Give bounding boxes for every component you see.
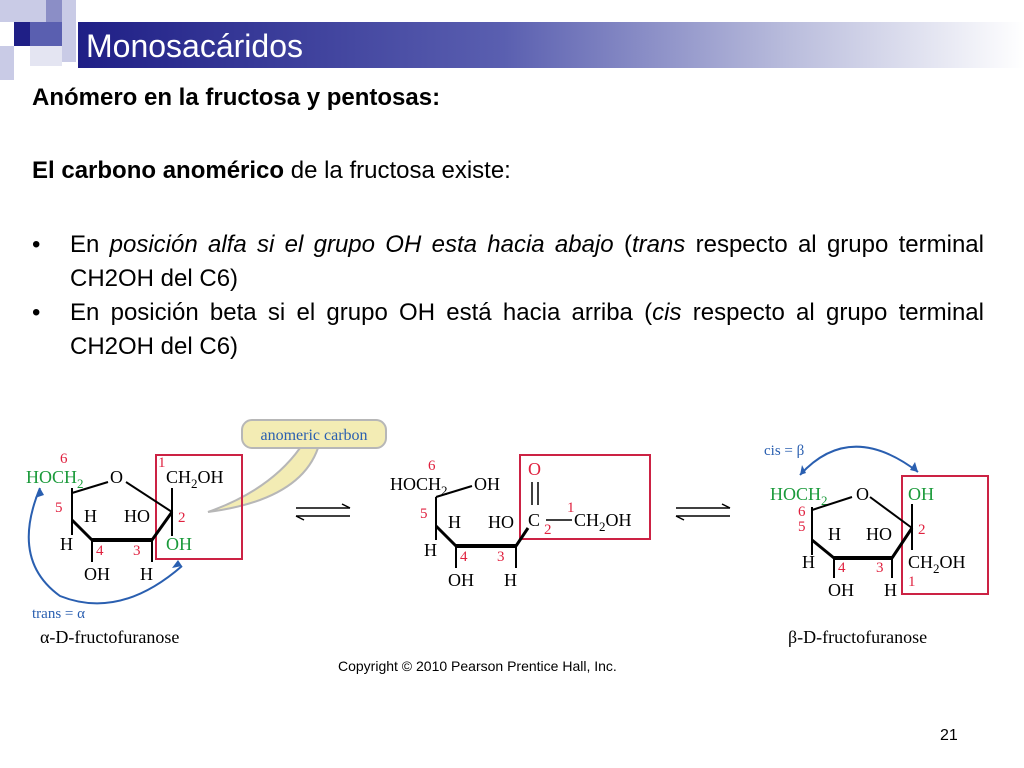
carbon-number: 4 (96, 543, 104, 559)
page-number: 21 (940, 727, 958, 744)
h-label: H (84, 506, 97, 526)
oh-label: OH (84, 564, 110, 584)
carbon-number: 1 (158, 455, 166, 471)
carbon-number: 1 (567, 500, 575, 516)
trans-label: trans = α (32, 606, 85, 622)
carbon-number: 5 (55, 500, 63, 516)
anomeric-carbon-callout (208, 420, 386, 512)
ring-oxygen: O (856, 484, 869, 504)
oh-label: OH (828, 580, 854, 600)
h-label: H (448, 512, 461, 532)
copyright-notice: Copyright © 2010 Pearson Prentice Hall, Inc. (338, 658, 617, 674)
bullet-text: respecto al grupo terminal CH2OH del C6) (70, 231, 984, 292)
carbon-number: 2 (918, 522, 926, 538)
slide-title: Monosacáridos (86, 28, 303, 64)
carbonyl-oxygen: O (528, 459, 541, 479)
intro-line-bold: El carbono anomérico (32, 157, 285, 184)
carbon-number: 3 (133, 543, 141, 559)
bullet-text: En posición beta si el grupo OH está hacia arriba ( (70, 299, 653, 326)
carbon-number: 6 (428, 458, 436, 474)
carbon-number: 3 (497, 549, 505, 565)
oh-label: OH (908, 484, 934, 504)
oh-label: OH (166, 534, 192, 554)
bullet-text-italic: posición alfa si el grupo OH esta hacia abajo (109, 231, 614, 258)
h-label: H (504, 570, 517, 590)
ho-label: HO (124, 506, 150, 526)
carbon-number: 6 (60, 451, 68, 467)
h-label: H (60, 534, 73, 554)
h-label: H (424, 540, 437, 560)
carbon-number: 4 (838, 560, 846, 576)
bullet-text: En (70, 231, 110, 258)
open-chain-fructose (390, 455, 650, 590)
h-label: H (802, 552, 815, 572)
carbon-number: 4 (460, 549, 468, 565)
bullet-text: ( (613, 231, 632, 258)
bullet-text: respecto al grupo terminal CH2OH del C6) (70, 299, 984, 360)
bullet-dot: • (32, 231, 41, 258)
intro-line-rest: de la fructosa existe: (284, 157, 511, 184)
carbon-label: C (528, 510, 541, 530)
carbon-number: 5 (420, 506, 428, 522)
carbon-number: 6 (798, 504, 806, 520)
carbon-number: 2 (178, 510, 186, 526)
hoch2-label: $HOCH_2$ (26, 467, 84, 491)
ho-label: HO (488, 512, 514, 532)
callout-label: anomeric carbon (260, 427, 368, 444)
ch2oh-label: $CH_2OH$ (166, 467, 224, 491)
oh-label: OH (474, 474, 500, 494)
cis-label: cis = β (764, 443, 805, 459)
alpha-name: α-D-fructofuranose (40, 627, 180, 647)
oh-label: OH (448, 570, 474, 590)
bullet-dot: • (32, 299, 41, 326)
ho-label: HO (866, 524, 892, 544)
ch2oh-label: $CH_2OH$ (908, 552, 966, 576)
carbon-number: 1 (908, 574, 916, 590)
hoch2-label: $HOCH_2$ (390, 474, 448, 498)
ring-oxygen: O (110, 467, 123, 487)
h-label: H (884, 580, 897, 600)
h-label: H (140, 564, 153, 584)
alpha-fructofuranose (26, 451, 242, 647)
h-label: H (828, 524, 841, 544)
beta-name: β-D-fructofuranose (788, 627, 928, 647)
carbon-number: 2 (544, 522, 552, 538)
bullet-text-italic: cis (652, 299, 682, 326)
slide-subtitle: Anómero en la fructosa y pentosas: (32, 84, 441, 111)
beta-fructofuranose (764, 443, 988, 647)
bullet-text-italic: trans (631, 231, 686, 258)
carbon-number: 3 (876, 560, 884, 576)
carbon-number: 5 (798, 519, 806, 535)
hoch2-label: $HOCH_2$ (770, 484, 828, 508)
equilibrium-arrow (296, 504, 350, 520)
equilibrium-arrow (676, 504, 730, 520)
ch2oh-label: $CH_2OH$ (574, 510, 632, 534)
